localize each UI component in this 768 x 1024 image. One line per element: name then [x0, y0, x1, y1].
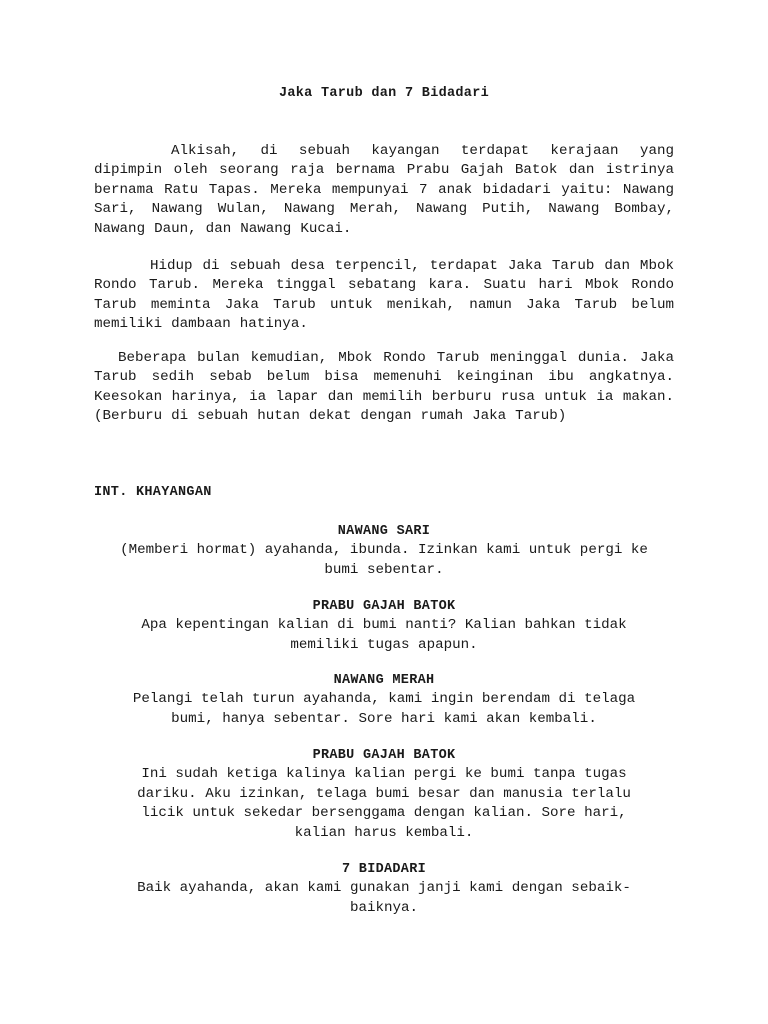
- paragraph-text: Alkisah, di sebuah kayangan terdapat kerajaan yang dipimpin oleh seorang raja bernama Prabu Gajah Batok dan istrinya bernama Ratu Tapas. Mereka mempunyai 7 anak bidadari yaitu: Nawang Sari, Nawang Wulan, Nawang Merah, Nawang Putih, Nawang Bombay, Nawang Daun, dan Nawang Kucai.: [94, 143, 674, 237]
- scene-heading: INT. KHAYANGAN: [94, 485, 212, 500]
- dialogue-line: bumi sebentar.: [324, 561, 444, 578]
- dialogue-line: Apa kepentingan kalian di bumi nanti? Kalian bahkan tidak: [141, 617, 627, 634]
- speaker-name: NAWANG SARI: [337, 524, 431, 539]
- dialogue-line: licik untuk sekedar bersenggama dengan kalian. Sore hari,: [141, 805, 627, 822]
- document-title: Jaka Tarub dan 7 Bidadari: [278, 86, 490, 101]
- dialogue-line: Baik ayahanda, akan kami gunakan janji kami dengan sebaik-: [137, 880, 631, 897]
- dialogue-line: bumi, hanya sebentar. Sore hari kami akan kembali.: [171, 710, 597, 727]
- dialogue-line: Pelangi telah turun ayahanda, kami ingin berendam di telaga: [132, 691, 636, 708]
- dialogue-block: [84, 671, 684, 729]
- dialogue-line: kalian harus kembali.: [294, 824, 474, 841]
- dialogue-line: dariku. Aku izinkan, telaga bumi besar dan manusia terlalu: [137, 785, 631, 802]
- dialogue-block: [84, 746, 684, 843]
- dialogue-block: [84, 597, 684, 655]
- dialogue-line: baiknya.: [349, 899, 419, 916]
- narrative-paragraph-1: [94, 142, 674, 239]
- narrative-paragraph-3: [94, 349, 674, 427]
- speaker-name: PRABU GAJAH BATOK: [312, 748, 456, 763]
- paragraph-text: Hidup di sebuah desa terpencil, terdapat Jaka Tarub dan Mbok Rondo Tarub. Mereka tinggal sebatang kara. Suatu hari Mbok Rondo Tarub meminta Jaka Tarub untuk menikah, namun Jaka Tarub belum memiliki dambaan hatinya.: [94, 258, 674, 333]
- dialogue-line: Ini sudah ketiga kalinya kalian pergi ke bumi tanpa tugas: [141, 766, 627, 783]
- speaker-name: NAWANG MERAH: [333, 673, 435, 688]
- dialogue-line: (Memberi hormat) ayahanda, ibunda. Izinkan kami untuk pergi ke: [120, 542, 648, 559]
- dialogue-line: memiliki tugas apapun.: [290, 636, 478, 653]
- speaker-name: PRABU GAJAH BATOK: [312, 599, 456, 614]
- dialogue-block: [84, 522, 684, 580]
- speaker-name: 7 BIDADARI: [341, 862, 426, 877]
- paragraph-text: Beberapa bulan kemudian, Mbok Rondo Tarub meninggal dunia. Jaka Tarub sedih sebab belum bisa memenuhi keinginan ibu angkatnya. Keesokan harinya, ia lapar dan memilih berburu rusa untuk ia makan. (Berburu di sebuah hutan dekat dengan rumah Jaka Tarub): [94, 350, 674, 425]
- narrative-paragraph-2: [94, 257, 674, 335]
- dialogue-block: [84, 860, 684, 918]
